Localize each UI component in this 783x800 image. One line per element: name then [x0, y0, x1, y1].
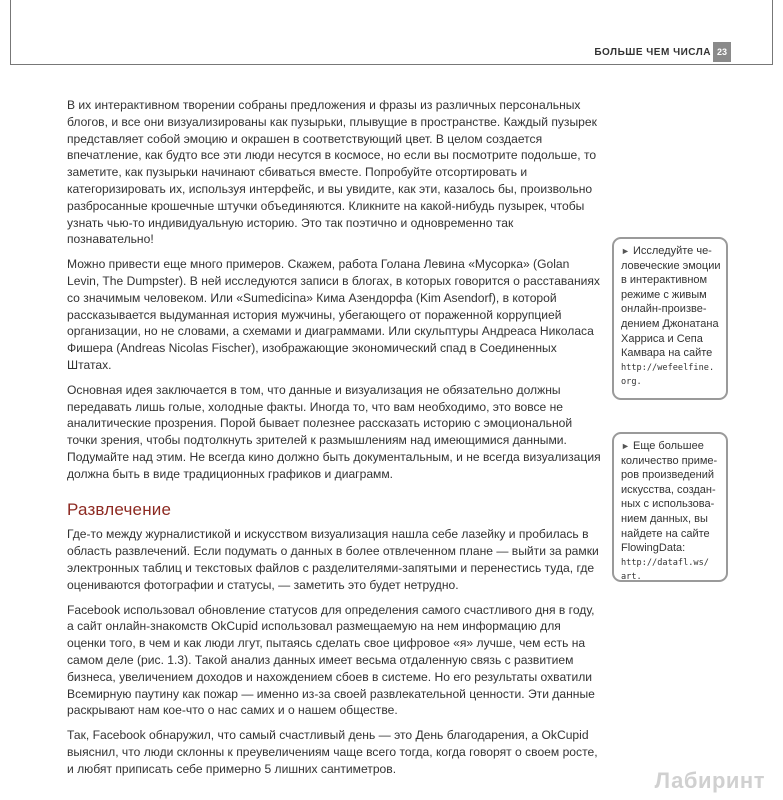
page-number: 23 [713, 42, 731, 62]
sidebar-note-flowingdata [612, 432, 728, 582]
running-head: БОЛЬШЕ ЧЕМ ЧИСЛА [594, 47, 711, 58]
sidebar-note-link[interactable]: http://wefeelfine. org. [621, 362, 715, 388]
paragraph-2: Можно привести еще много примеров. Скажем, работа Голана Левина «Мусорка» (Golan Levin, The Dumpster). В ней исследуются записи в блогах, в которых говорится о расставаниях со значимым человеком. Или «Sumedicina» Кима Азендорфа (Kim Asendorf), в которой рассказывается выдуманная история мужчины, убегающего от пораженной коррупцией организации, но не словами, а схемами и диаграммами. Или скульптуры Андреаса Николаса Фишера (Andreas Nicolas Fischer), изображающие экономический спад в Соединенных Штатах. [67, 257, 600, 372]
section-heading: Развлечение [67, 499, 172, 519]
frame-right-rule [772, 0, 773, 65]
paragraph-6: Так, Facebook обнаружил, что самый счастливый день — это День благодарения, а OkCupid выяснил, что люди склонны к преувеличениям чаще всего тогда, когда говорят о своем росте, и любят приписать себе примерно 5 лишних сантиметров. [67, 728, 598, 776]
paragraph-5: Facebook использовал обновление статусов для определения самого счастливого дня в году, а сайт онлайн-знакомств OkCupid использовал размещаемую на нем информацию для оценки того, в чем и как люди лгут, пытаясь сделать свое цифровое «я» лучше, чем есть на самом деле (рис. 1.3). Такой анализ данных имеет весьма отдаленную связь с развитием бизнеса, увеличением доходов и нахождением сбоев в системе. Но его результаты охватили Всемирную паутину как пожар — именно из-за своей развлекательной ценности. Эти данные раскрывают нам кое-что о нас самих и о нашем обществе. [67, 602, 595, 718]
frame-left-rule [10, 0, 11, 65]
sidebar-note-text: Еще большее количество приме-ров произведений искусства, создан-ных с использова-нием данных, вы найдете на сайте FlowingData: [621, 440, 718, 555]
paragraph-4: Где-то между журналистикой и искусством визуализация нашла себе лазейку и пробилась в область развлечений. Если подумать о данных в более отвлеченном плане — выйти за рамки электронных таблиц и текстовых файлов с разделителями-запятыми и перенестись туда, где оцениваются фотографии и статусы, — заметить это будет нетрудно. [67, 527, 599, 592]
paragraph-3: Основная идея заключается в том, что данные и визуализация не обязательно должны передавать лишь голые, холодные факты. Иногда то, что вам необходимо, это вовсе не аналитические прозрения. Порой бывает полезнее рассказать историю с эмоциональной точки зрения, чтобы подтолкнуть зрителей к размышлениям над имеющимися данными. Подумайте над этим. Не всегда кино должно быть документальным, и не всегда визуализация должна быть в виде традиционных графиков и диаграмм. [67, 382, 601, 481]
arrow-right-icon: ► [621, 441, 630, 451]
sidebar-note-wefeelfine [612, 237, 728, 400]
watermark-logo: Лабиринт [654, 768, 765, 793]
header-rule [10, 64, 773, 65]
paragraph-1: В их интерактивном творении собраны предложения и фразы из различных персональных блогов, и все они визуализированы как пузырьки, плывущие в пространстве. Каждый пузырек представляет собой эмоцию и окрашен в соответствующий цвет. В целом создается впечатление, как будто все эти люди несутся в космосе, но если вы посмотрите подольше, то заметите, как пузырьки начинают сбиваться вместе. Попробуйте отсортировать и категоризировать их, используя интерфейс, и вы увидите, как эти, казалось бы, произвольно разбросанные крошечные штучки объединяются. Кликните на какой-нибудь пузырек, чтобы узнать чью-то индивидуальную историю. Это так поэтично и одновременно так познавательно! [67, 98, 597, 247]
main-text [67, 97, 602, 785]
sidebar-note-link[interactable]: http://datafl.ws/ art. [621, 557, 709, 583]
arrow-right-icon: ► [621, 246, 630, 256]
sidebar-note-text: Исследуйте че-ловеческие эмоции в интерактивном режиме с живым онлайн-произве-дением Джонатана Харриса и Сепа Камвара на сайте [621, 245, 721, 360]
